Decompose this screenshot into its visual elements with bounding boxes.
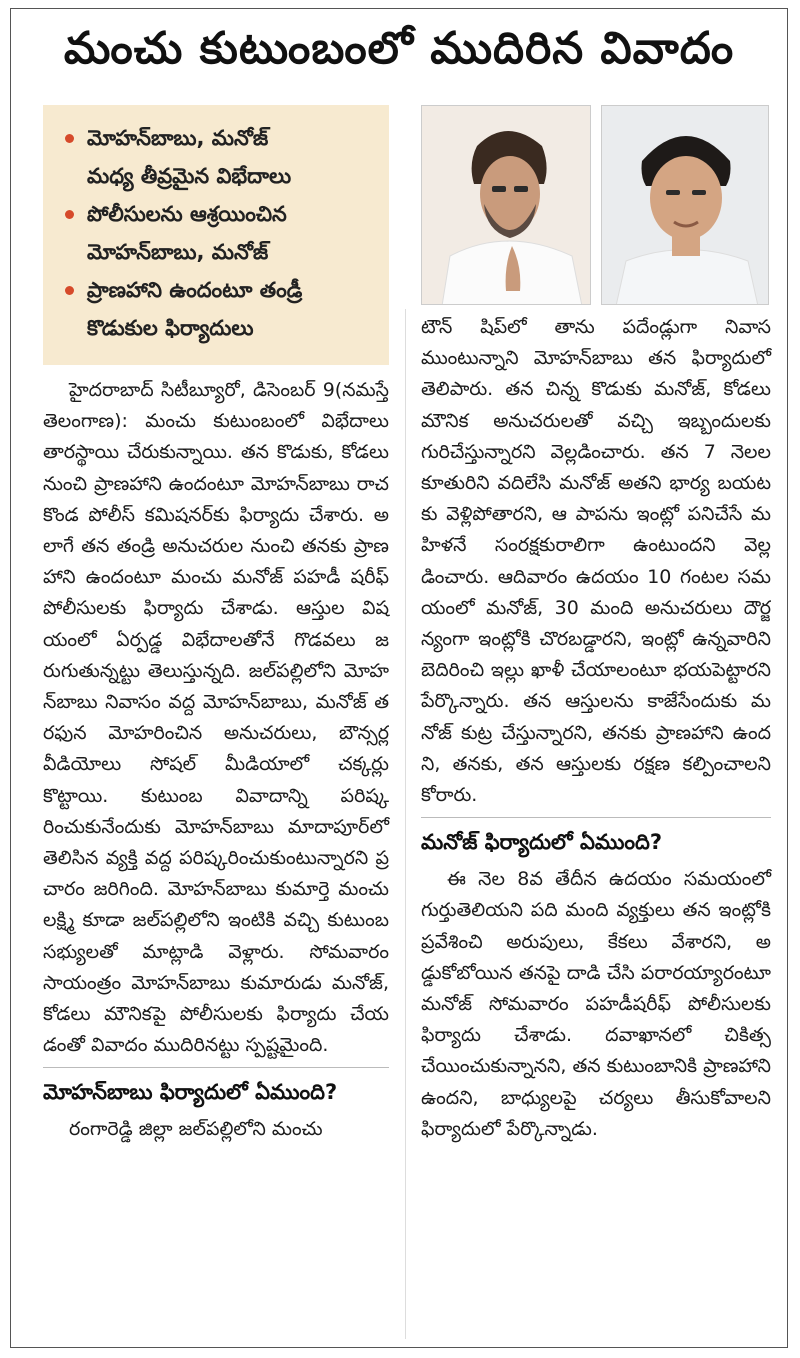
highlight-item: ప్రాణహాని ఉందంటూ తండ్రీ	[65, 271, 379, 309]
highlights-list	[65, 119, 379, 347]
bullet-icon	[65, 286, 74, 295]
article-paragraph: రంగారెడ్డి జిల్లా జల్‌పల్లిలోని మంచు	[69, 1118, 323, 1141]
portrait-illustration	[602, 106, 769, 305]
highlight-item: కొడుకుల ఫిర్యాదులు	[87, 316, 254, 340]
article-paragraph: హైదరాబాద్ సిటీబ్యూరో, డిసెంబర్ 9(నమస్తే తెలంగాణ): మంచు కుటుంబంలో విభేదాలు తారస్థాయి చేరుకున్నాయి. తన కొడుకు, కోడలు నుంచి ప్రాణహాని ఉందంటూ మోహన్‌బాబు రాచకొండ పోలీస్ కమిషనర్‌కు ఫిర్యాదు చేశారు. అలాగే తన తండ్రి అనుచరుల నుంచి తనకు ప్రాణహాని ఉందంటూ మంచు మనోజ్ పహడీ షరీఫ్ పోలీసులకు ఫిర్యాదు చేశాడు. ఆస్తుల విషయంలో ఏర్పడ్డ విభేదాలతోనే గొడవలు జరుగుతున్నట్టు తెలుస్తున్నది. జల్‌పల్లిలోని మోహన్‌బాబు నివాసం వద్ద మోహన్‌బాబు, మనోజ్ తరఫున మోహరించిన అనుచరులు, బౌన్సర్ల వీడియోలు సోషల్ మీడియాలో చక్కర్లు కొట్టాయి. కుటుంబ వివాదాన్ని పరిష్కరించుకునేందుకు మోహన్‌బాబు మాదాపూర్‌లో తెలిసిన వ్యక్తి వద్ద పరిష్కరించుకుంటున్నారని ప్రచారం జరిగింది. మోహన్‌బాబు కుమార్తె మంచు లక్ష్మి కూడా జల్‌పల్లిలోని ఇంటికి వచ్చి కుటుంబ సభ్యులతో మాట్లాడి వెళ్లారు. సోమవారం సాయంత్రం మోహన్‌బాబు కుమారుడు మనోజ్, కోడలు మౌనికపై పోలీసులకు ఫిర్యాదు చేయడంతో వివాదం ముదిరినట్టు స్పష్టమైంది.	[43, 379, 389, 1057]
article-column-right	[421, 312, 771, 1145]
bullet-icon	[65, 134, 74, 143]
bullet-icon	[65, 210, 74, 219]
subheading: మనోజ్ ఫిర్యాదులో ఏముంది?	[421, 817, 771, 860]
article-column-left	[43, 375, 389, 1146]
highlights-box	[43, 105, 389, 365]
highlight-item: మధ్య తీవ్రమైన విభేదాలు	[87, 164, 292, 188]
portrait-illustration	[422, 106, 591, 305]
headline: మంచు కుటుంబంలో ముదిరిన వివాదం	[63, 23, 735, 74]
photo-mohan-babu	[421, 105, 591, 305]
photo-manoj	[601, 105, 769, 305]
highlight-item: మోహన్‌బాబు, మనోజ్	[87, 240, 269, 264]
subheading: మోహన్‌బాబు ఫిర్యాదులో ఏముంది?	[43, 1067, 389, 1110]
highlight-item: పోలీసులను ఆశ్రయించిన	[65, 195, 379, 233]
article-page	[10, 8, 788, 1348]
column-divider	[405, 309, 406, 1339]
highlight-item: మోహన్‌బాబు, మనోజ్	[65, 119, 379, 157]
article-paragraph: ఈ నెల 8వ తేదీన ఉదయం సమయంలో గుర్తుతెలియని పది మంది వ్యక్తులు తన ఇంట్లోకి ప్రవేశించి అరుపులు, కేకలు వేశారని, అడ్డుకోబోయిన తనపై దాడి చేసి పరారయ్యారంటూ మనోజ్ సోమవారం పహడీషరీఫ్ పోలీసులకు ఫిర్యాదు చేశాడు. దవాఖానలో చికిత్స చేయించుకున్నానని, తన కుటుంబానికి ప్రాణహాని ఉందని, బాధ్యులపై చర్యలు తీసుకోవాలని ఫిర్యాదులో పేర్కొన్నాడు.	[421, 868, 771, 1140]
article-paragraph: టౌన్ షిప్‌లో తాను పదేండ్లుగా నివాసముంటున్నాని మోహన్‌బాబు తన ఫిర్యాదులో తెలిపారు. తన చిన్న కొడుకు మనోజ్, కోడలు మౌనిక అనుచరులతో వచ్చి ఇబ్బందులకు గురిచేస్తున్నారని వెల్లడించారు. తన 7 నెలల కూతురిని వదిలేసి మనోజ్ అతని భార్య బయటకు వెళ్లిపోతారని, ఆ పాపను ఇంట్లో పనిచేసే మహిళనే సంరక్షకురాలిగా ఉంటుందని వెల్లడించారు. ఆదివారం ఉదయం 10 గంటల సమయంలో మనోజ్, 30 మంది అనుచరులు దౌర్జన్యంగా ఇంట్లోకి చొరబడ్డారని, ఇంట్లో ఉన్నవారిని బెదిరించి ఇల్లు ఖాళీ చేయాలంటూ భయపెట్టారని పేర్కొన్నారు. తన ఆస్తులను కాజేసేందుకు మనోజ్ కుట్ర చేస్తున్నారని, తనకు ప్రాణహాని ఉందని, తనకు, తన ఆస్తులకు రక్షణ కల్పించాలని కోరారు.	[421, 316, 771, 807]
